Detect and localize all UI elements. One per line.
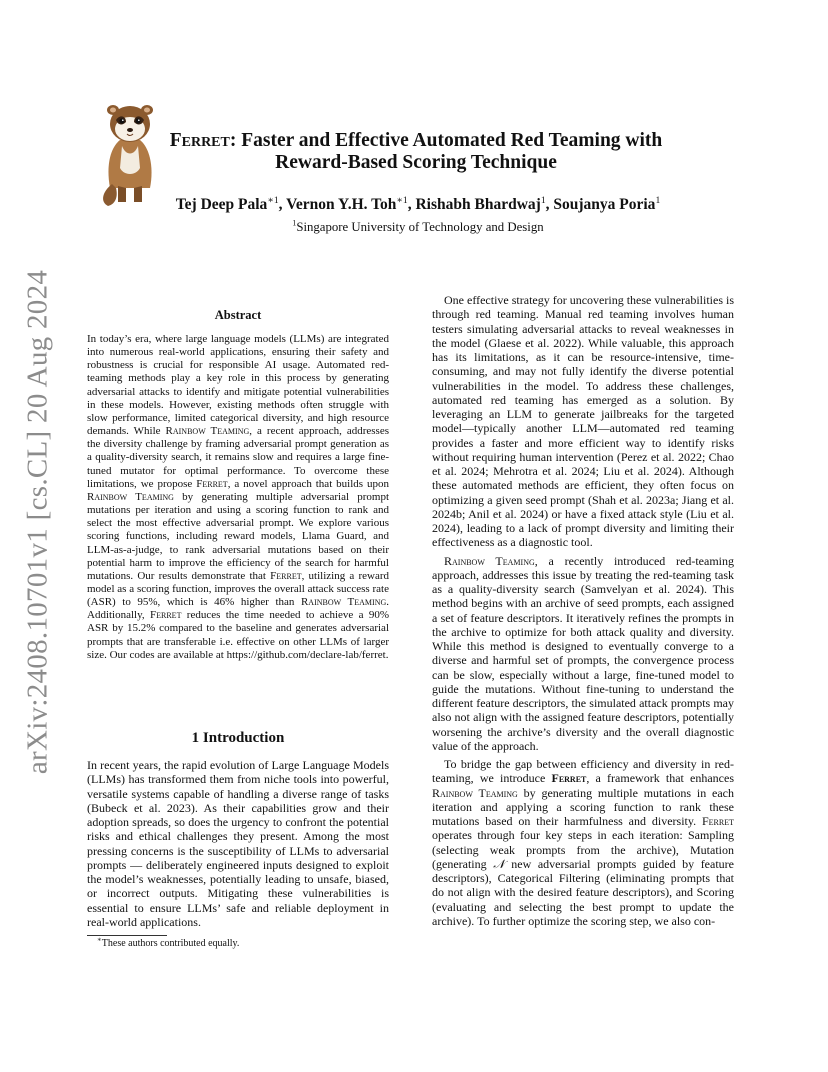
author-name: Vernon Y.H. Toh (286, 196, 397, 213)
ferret-logo (96, 96, 162, 208)
paper-title: Ferret: Faster and Effective Automated Red Teaming with Reward-Based Scoring Technique (169, 130, 663, 173)
introduction-body: In recent years, the rapid evolution of Large Language Models (LLMs) has transformed them from niche tools into powerful, versatile systems capable of handling a diverse range of tasks (Bubeck et al. 2023). As their capabilities grow and their adoption spreads, so does the urgency to confront the potential risks and ethical challenges they present. Among the most pressing concerns is the susceptibility of LLMs to adversarial prompts — deliberately engineered inputs designed to exploit the model’s weaknesses, potentially leading to unsafe, biased, or incorrect outputs. Mitigating these vulnerabilities is essential to ensure LLMs’ safe and reliable deployment in real-world applications. (87, 758, 389, 929)
affiliation: $^1$Singapore University of Technology and Design (292, 218, 544, 234)
author-name: Rishabh Bhardwaj (415, 196, 541, 213)
author-name: Tej Deep Pala (175, 196, 268, 213)
right-column-body (432, 293, 734, 928)
section-heading-introduction: 1 Introduction (191, 730, 285, 746)
abstract-heading: Abstract (214, 308, 262, 322)
footnote: ∗These authors contributed equally. (97, 935, 240, 949)
paragraph: Rainbow Teaming, a recently introduced red-teaming approach, addresses this issue by treating the red-teaming task as a quality-diversity search (Samvelyan et al. 2024). This method begins with an archive of seed prompts, each assigned a set of feature descriptors. It iteratively refines the prompts in the archive to optimize for both attack quality and diversity. While this method is designed to eventually converge to a diverse and harmful set of prompts, the convergence process can be slow, especially without a large, fine-tuned model to guide the mutations. Without fine-tuning to understand the different feature descriptors, the simulated attack prompts may also not align with the assigned feature descriptors, potentially worsening the archive’s diversity and the overall diagnostic value of the approach. (432, 553, 734, 753)
arxiv-stamp: arXiv:2408.10701v1 [cs.CL] 20 Aug 2024 (21, 269, 54, 775)
author-name: Soujanya Poria (553, 196, 656, 213)
paragraph: To bridge the gap between efficiency and diversity in red-teaming, we introduce Ferret, a framework that enhances Rainbow Teaming by generating multiple mutations in each iteration and applying a scoring function to rank these mutations based on their harmfulness and diversity. Ferret operates through four key steps in each iteration: Sampling (selecting weak prompts from the archive), Mutation (generating 𝒩 new adversarial prompts guided by feature descriptors), Categorical Filtering (eliminating prompts that do not align with the desired feature descriptors), and Scoring (evaluating and selecting the best prompt to update the archive). To further optimize the scoring step, we also con- (432, 757, 735, 928)
author-list: Tej Deep Pala$^{∗1}$, Vernon Y.H. Toh$^{∗1}$, Rishabh Bhardwaj$^1$, Soujanya Poria$^1$ (175, 194, 661, 213)
abstract-body: In today’s era, where large language models (LLMs) are integrated into numerous real-world applications, ensuring their safety and robustness is crucial for responsible AI usage. Automated red-teaming methods play a key role in this process by generating adversarial attacks to identify and mitigate potential vulnerabilities in these models. However, existing methods often struggle with slow performance, limited categorical diversity, and high resource demands. While Rainbow Teaming, a recent approach, addresses the diversity challenge by framing adversarial prompt generation as a quality-diversity search, it remains slow and requires a large fine-tuned mutator for optimal performance. To overcome these limitations, we propose Ferret, a novel approach that builds upon Rainbow Teaming by generating multiple adversarial prompt mutations per iteration and using a scoring function to rank and select the most effective adversarial prompt. We explore various scoring functions, including reward models, Llama Guard, and LLM-as-a-judge, to rank adversarial mutations based on their potential harm to improve the efficiency of the search for harmful mutations. Our results demonstrate that Ferret, utilizing a reward model as a scoring function, improves the overall attack success rate (ASR) to 95%, which is 46% higher than Rainbow Teaming. Additionally, Ferret reduces the time needed to achieve a 90% ASR by 15.2% compared to the baseline and generates adversarial prompts that are transferable i.e. effective on other LLMs of larger size. Our codes are available at https://github.com/declare-lab/ferret. (87, 333, 390, 661)
paragraph: One effective strategy for uncovering these vulnerabilities is through red teaming. Manual red teaming involves human testers simulating adversarial attacks to reveal weaknesses in the model (Glaese et al. 2022). While valuable, this approach has its limitations, as it can be resource-intensive, time-consuming, and may not fully identify the diverse potential vulnerabilities in the model. To address these challenges, automated red teaming has emerged as a solution. By leveraging an LLM to generate jailbreaks for the targeted model—typically another LLM—automated red teaming provides a faster and more efficient way to identify risks without requiring human intervention (Perez et al. 2022; Chao et al. 2024; Mehrotra et al. 2024; Liu et al. 2024). Although these automated methods are efficient, they often focus on optimizing a given seed prompt (Shah et al. 2023a; Jiang et al. 2024b; Anil et al. 2024) or have a fixed attack style (Liu et al. 2024), leading to a lack of prompt diversity and limiting their effectiveness as a diagnostic tool. (432, 293, 735, 550)
